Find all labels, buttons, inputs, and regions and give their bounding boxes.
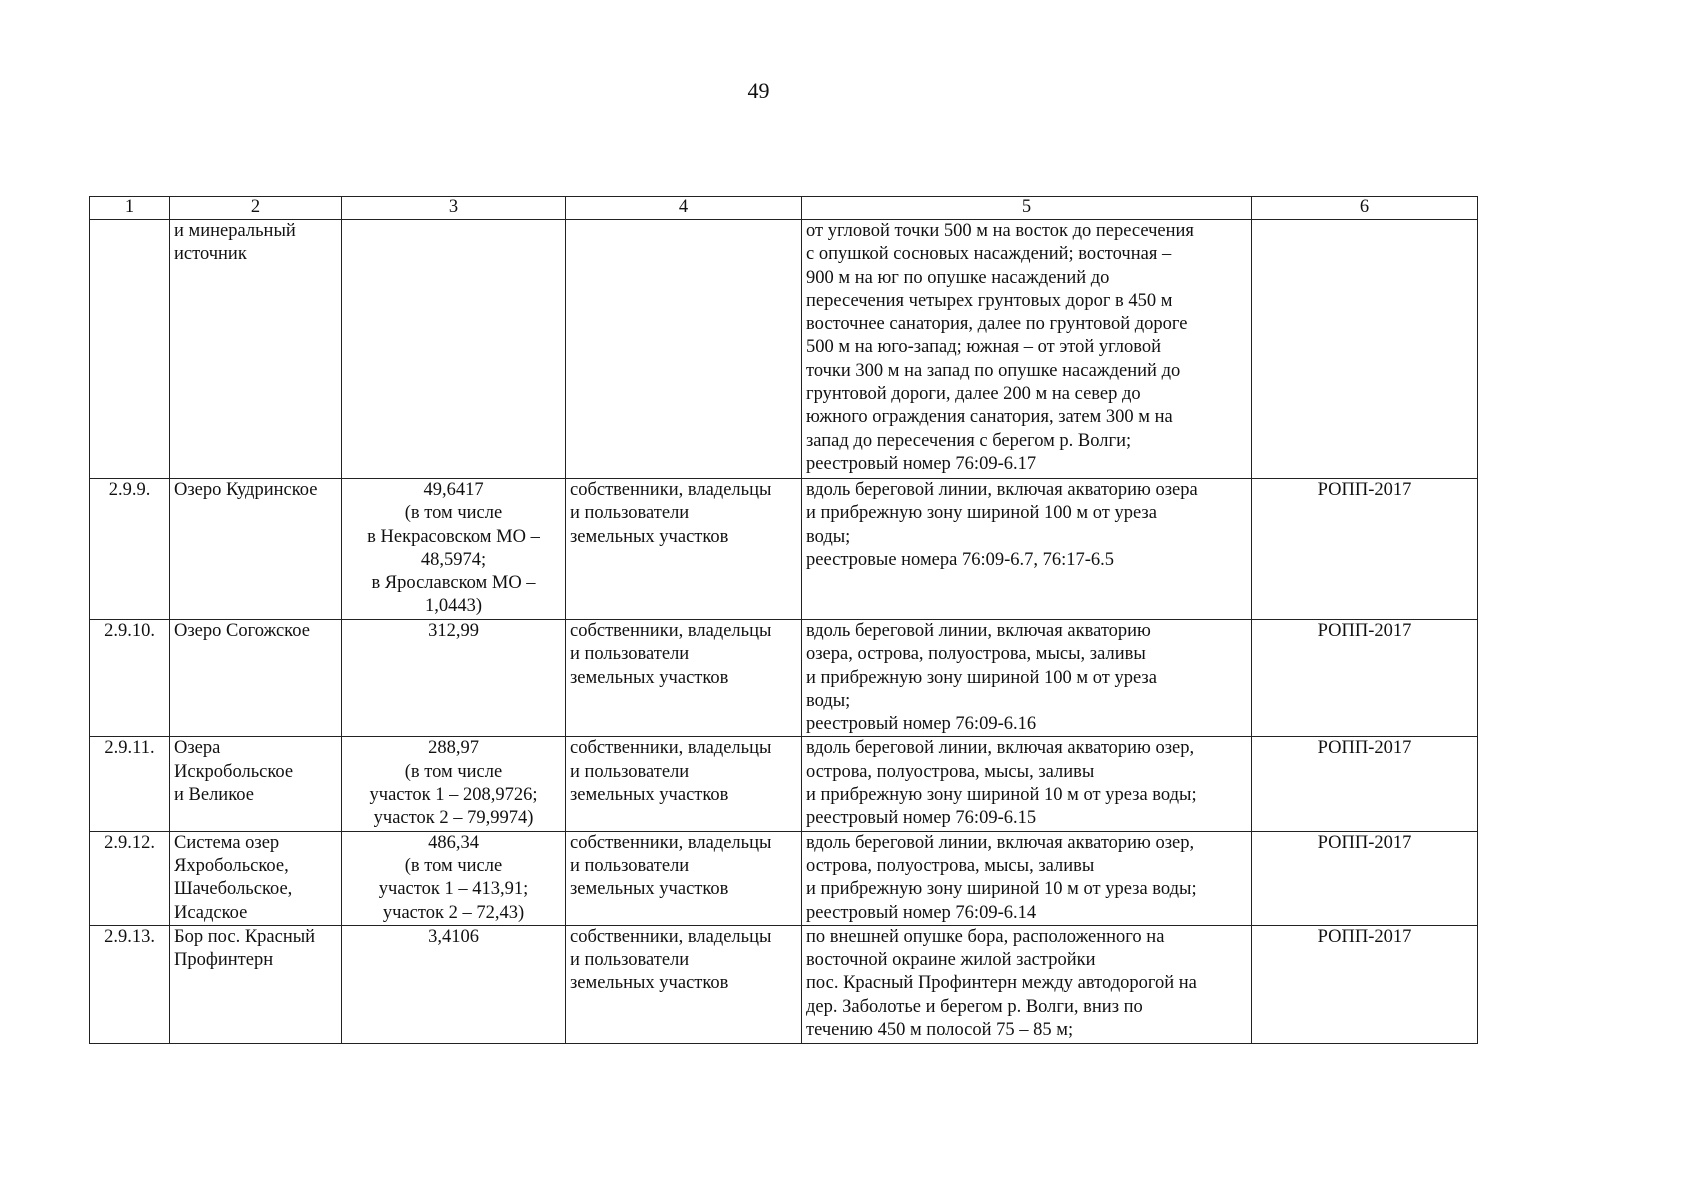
area-value: 312,99 bbox=[342, 620, 566, 737]
boundary-description: от угловой точки 500 м на восток до пересечения с опушкой сосновых насаждений; восточная – 900 м на юг по опушке насаждений до пересечения четырех грунтовых дорог в 450 м восточнее санатория, далее по грунтовой дороге 500 м на юго-запад; южная – от этой угловой точки 300 м на запад по опушке насаждений до грунтовой дороги, далее 200 м на север до южного ограждения санатория, затем 300 м на запад до пересечения с берегом р. Волги; реестровый номер 76:09-6.17 bbox=[802, 220, 1252, 479]
owners-text: собственники, владельцы и пользователи земельных участков bbox=[566, 479, 802, 620]
document-table bbox=[89, 196, 1478, 1044]
object-name: Озеро Согожское bbox=[170, 620, 342, 737]
boundary-description: вдоль береговой линии, включая акваторию озер, острова, полуострова, мысы, заливы и прибрежную зону шириной 10 м от уреза воды; реестровый номер 76:09-6.14 bbox=[802, 831, 1252, 925]
column-header: 5 bbox=[802, 197, 1252, 220]
table-row bbox=[90, 220, 1478, 479]
row-number: 2.9.10. bbox=[90, 620, 170, 737]
source-document: РОПП-2017 bbox=[1252, 479, 1478, 620]
boundary-description: вдоль береговой линии, включая акваторию озера, острова, полуострова, мысы, заливы и прибрежную зону шириной 100 м от уреза воды; реестровый номер 76:09-6.16 bbox=[802, 620, 1252, 737]
boundary-description: по внешней опушке бора, расположенного на восточной окраине жилой застройки пос. Красный Профинтерн между автодорогой на дер. Заболотье и берегом р. Волги, вниз по течению 450 м полосой 75 – 85 м; bbox=[802, 925, 1252, 1043]
page-number: 49 bbox=[747, 78, 770, 103]
object-name: и минеральный источник bbox=[170, 220, 342, 479]
owners-text: собственники, владельцы и пользователи земельных участков bbox=[566, 925, 802, 1043]
owners-text: собственники, владельцы и пользователи земельных участков bbox=[566, 737, 802, 831]
source-document: РОПП-2017 bbox=[1252, 737, 1478, 831]
object-name: Озера Искробольское и Великое bbox=[170, 737, 342, 831]
header-row bbox=[90, 197, 1478, 220]
column-header: 4 bbox=[566, 197, 802, 220]
source-document: РОПП-2017 bbox=[1252, 620, 1478, 737]
owners-text bbox=[566, 220, 802, 479]
table-row bbox=[90, 925, 1478, 1043]
source-document: РОПП-2017 bbox=[1252, 831, 1478, 925]
object-name: Озеро Кудринское bbox=[170, 479, 342, 620]
column-header: 6 bbox=[1252, 197, 1478, 220]
area-value: 49,6417 (в том числе в Некрасовском МО – 48,5974; в Ярославском МО – 1,0443) bbox=[342, 479, 566, 620]
table-row bbox=[90, 831, 1478, 925]
column-header: 3 bbox=[342, 197, 566, 220]
owners-text: собственники, владельцы и пользователи земельных участков bbox=[566, 620, 802, 737]
area-value: 3,4106 bbox=[342, 925, 566, 1043]
owners-text: собственники, владельцы и пользователи земельных участков bbox=[566, 831, 802, 925]
column-header: 1 bbox=[90, 197, 170, 220]
row-number: 2.9.11. bbox=[90, 737, 170, 831]
row-number: 2.9.13. bbox=[90, 925, 170, 1043]
area-value bbox=[342, 220, 566, 479]
row-number: 2.9.9. bbox=[90, 479, 170, 620]
boundary-description: вдоль береговой линии, включая акваторию озера и прибрежную зону шириной 100 м от уреза воды; реестровые номера 76:09-6.7, 76:17-6.5 bbox=[802, 479, 1252, 620]
area-value: 486,34 (в том числе участок 1 – 413,91; участок 2 – 72,43) bbox=[342, 831, 566, 925]
area-value: 288,97 (в том числе участок 1 – 208,9726; участок 2 – 79,9974) bbox=[342, 737, 566, 831]
boundary-description: вдоль береговой линии, включая акваторию озер, острова, полуострова, мысы, заливы и прибрежную зону шириной 10 м от уреза воды; реестровый номер 76:09-6.15 bbox=[802, 737, 1252, 831]
object-name: Бор пос. Красный Профинтерн bbox=[170, 925, 342, 1043]
column-header: 2 bbox=[170, 197, 342, 220]
source-document bbox=[1252, 220, 1478, 479]
row-number bbox=[90, 220, 170, 479]
table-row bbox=[90, 620, 1478, 737]
table-row bbox=[90, 479, 1478, 620]
source-document: РОПП-2017 bbox=[1252, 925, 1478, 1043]
row-number: 2.9.12. bbox=[90, 831, 170, 925]
object-name: Система озер Яхробольское, Шачебольское, Исадское bbox=[170, 831, 342, 925]
table-row bbox=[90, 737, 1478, 831]
